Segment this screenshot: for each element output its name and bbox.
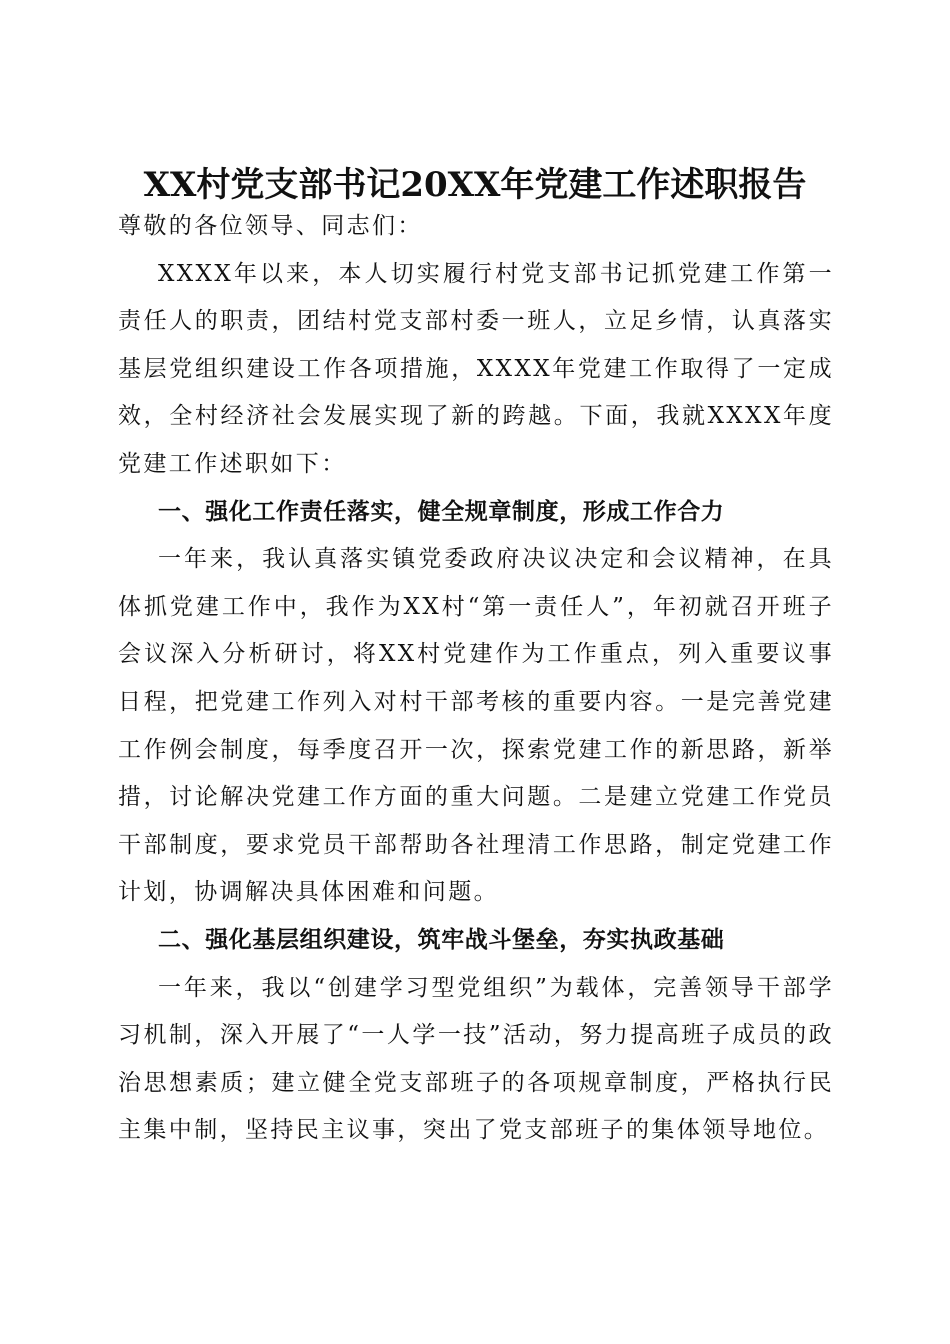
section-heading-1: 一、强化工作责任落实，健全规章制度，形成工作合力: [158, 498, 725, 525]
document-body: [118, 203, 834, 1155]
section-paragraph-2: 一年来，我以“创建学习型党组织”为载体，完善领导干部学习机制，深入开展了“一人学一技”活动，努力提高班子成员的政治思想素质；建立健全党支部班子的各项规章制度，严格执行民主集中制，坚持民主议事，突出了党支部班子的集体领导地位。: [118, 974, 834, 1144]
salutation: 尊敬的各位领导、同志们：: [118, 213, 423, 239]
section-paragraph-1: 一年来，我认真落实镇党委政府决议决定和会议精神，在具体抓党建工作中，我作为XX村“第一责任人”，年初就召开班子会议深入分析研讨，将XX村党建作为工作重点，列入重要议事日程，把党建工作列入对村干部考核的重要内容。一是完善党建工作例会制度，每季度召开一次，探索党建工作的新思路，新举措，讨论解决党建工作方面的重大问题。二是建立党建工作党员干部制度，要求党员干部帮助各社理清工作思路，制定党建工作计划，协调解决具体困难和问题。: [118, 546, 834, 906]
intro-paragraph: XXXX年以来，本人切实履行村党支部书记抓党建工作第一责任人的职责，团结村党支部村委一班人，立足乡情，认真落实基层党组织建设工作各项措施，XXXX年党建工作取得了一定成效，全村经济社会发展实现了新的跨越。下面，我就XXXX年度党建工作述职如下：: [118, 260, 834, 477]
document-title: XX村党支部书记20XX年党建工作述职报告: [143, 164, 807, 205]
section-heading-2: 二、强化基层组织建设，筑牢战斗堡垒，夯实执政基础: [158, 926, 725, 953]
